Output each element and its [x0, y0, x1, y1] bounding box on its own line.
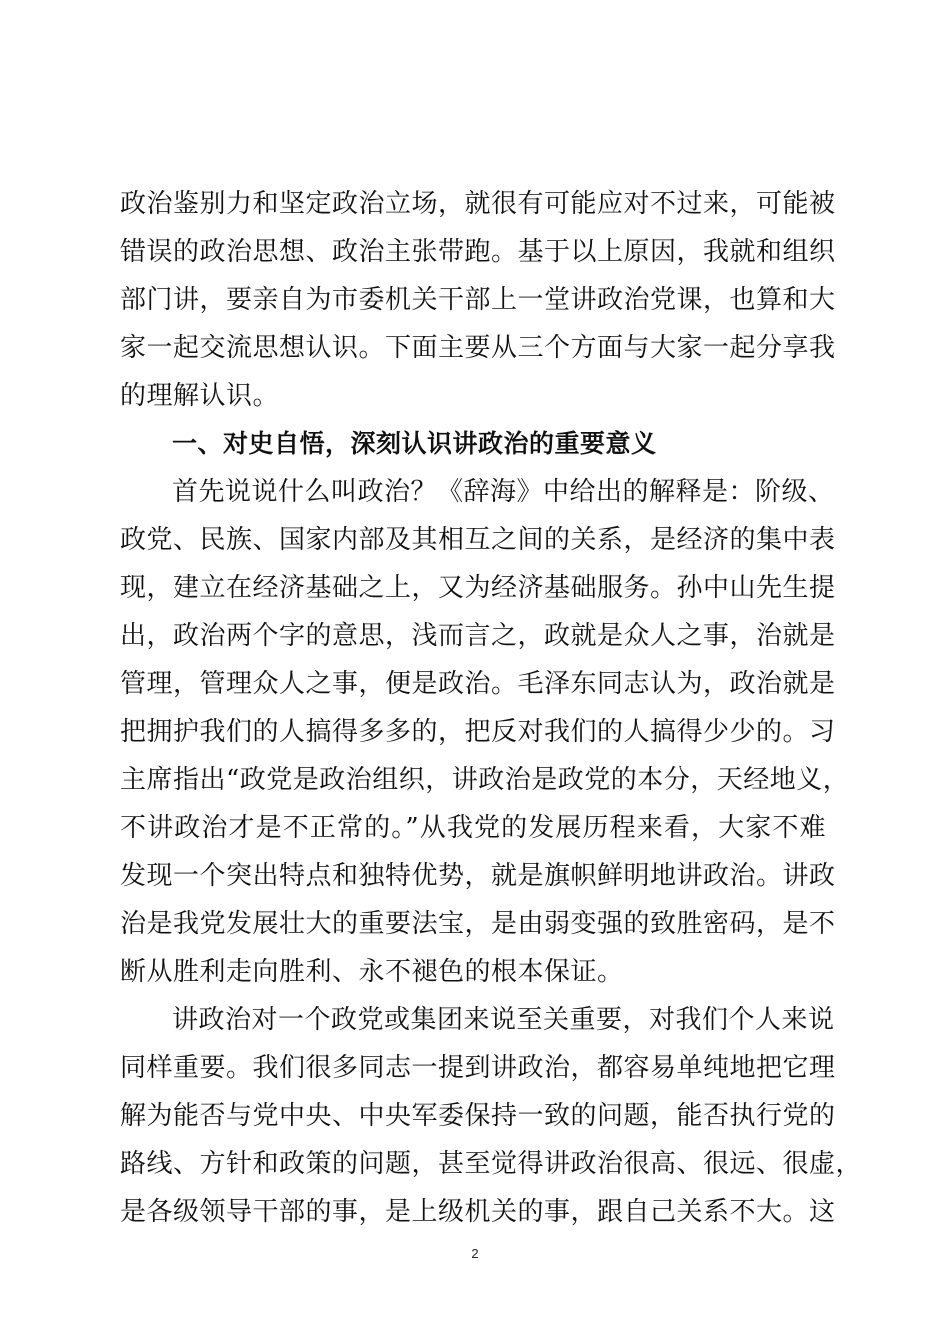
text-line: 是各级领导干部的事，是上级机关的事，跟自己关系不大。这	[120, 1197, 836, 1227]
text-line: 讲政治对一个政党或集团来说至关重要，对我们个人来说	[172, 1005, 835, 1035]
page-number: 2	[471, 1246, 479, 1261]
text-line: 现，建立在经济基础之上，又为经济基础服务。孙中山先生提	[120, 573, 836, 603]
text-line: 解为能否与党中央、中央军委保持一致的问题，能否执行党的	[120, 1101, 836, 1131]
paragraph-importance	[120, 996, 863, 1236]
text-line: 错误的政治思想、政治主张带跑。基于以上原因，我就和组织	[120, 237, 836, 267]
text-line: 政治鉴别力和坚定政治立场，就很有可能应对不过来，可能被	[120, 189, 836, 219]
text-line: 同样重要。我们很多同志一提到讲政治，都容易单纯地把它理	[120, 1053, 836, 1083]
text-line: 部门讲，要亲自为市委机关干部上一堂讲政治党课，也算和大	[120, 285, 836, 315]
text-line: 的理解认识。	[120, 381, 280, 411]
paragraph-definition	[120, 468, 850, 996]
text-line: 出，政治两个字的意思，浅而言之，政就是众人之事，治就是	[120, 621, 836, 651]
text-line: 家一起交流思想认识。下面主要从三个方面与大家一起分享我	[120, 333, 836, 363]
text-line: 政党、民族、国家内部及其相互之间的关系，是经济的集中表	[120, 525, 836, 555]
text-line: 路线、方针和政策的问题，甚至觉得讲政治很高、很远、很虚，	[120, 1149, 863, 1179]
paragraph-continued	[120, 180, 836, 420]
text-line: 治是我党发展壮大的重要法宝，是由弱变强的致胜密码，是不	[120, 909, 836, 939]
text-line: 首先说说什么叫政治？《辞海》中给出的解释是：阶级、	[172, 477, 835, 507]
text-line: 管理，管理众人之事，便是政治。毛泽东同志认为，政治就是	[120, 669, 836, 699]
text-line: 断从胜利走向胜利、永不褪色的根本保证。	[120, 957, 624, 987]
section-heading: 一、对史自悟，深刻认识讲政治的重要意义	[172, 429, 657, 458]
text-line: 主席指出“政党是政治组织，讲政治是政党的本分，天经地义，	[120, 765, 850, 795]
text-line: 不讲政治才是不正常的。”从我党的发展历程来看，大家不难	[120, 813, 826, 843]
body-text	[120, 180, 863, 1236]
text-line: 发现一个突出特点和独特优势，就是旗帜鲜明地讲政治。讲政	[120, 861, 836, 891]
text-line: 把拥护我们的人搞得多多的，把反对我们的人搞得少少的。习	[120, 717, 836, 747]
